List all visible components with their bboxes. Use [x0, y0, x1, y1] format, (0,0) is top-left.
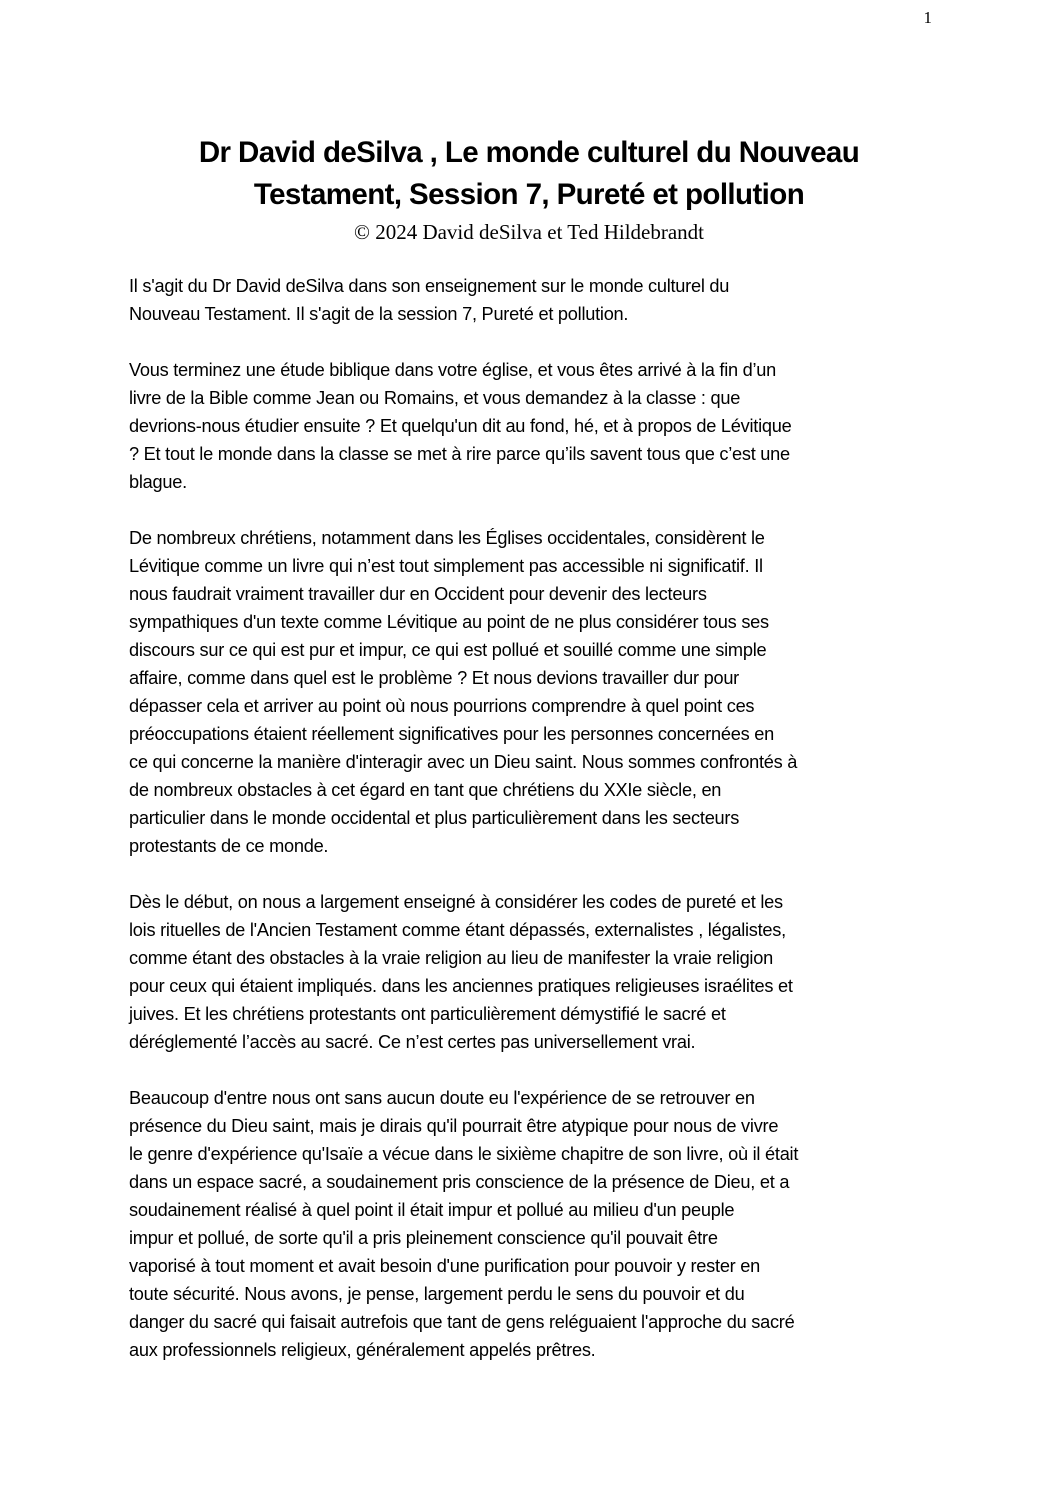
text-line: Il s'agit du Dr David deSilva dans son enseignement sur le monde culturel du [129, 276, 730, 296]
text-line: préoccupations étaient réellement significatives pour les personnes concernées en [129, 724, 774, 744]
text-line: dans un espace sacré, a soudainement pris conscience de la présence de Dieu, et a [129, 1172, 790, 1192]
text-line: aux professionnels religieux, généralement appelés prêtres. [129, 1340, 596, 1360]
title-line: Testament, Session 7, Pureté et pollution [253, 178, 805, 211]
text-line: ce qui concerne la manière d'interagir avec un Dieu saint. Nous sommes confrontés à [129, 752, 798, 772]
text-line: Nouveau Testament. Il s'agit de la session 7, Pureté et pollution. [129, 304, 629, 324]
paragraph-purity-codes [129, 888, 949, 1056]
text-line: livre de la Bible comme Jean ou Romains, et vous demandez à la classe : que [129, 388, 741, 408]
paragraph-leviticus [129, 524, 949, 860]
paragraph-bible-study [129, 356, 949, 496]
text-line: danger du sacré qui faisait autrefois que tant de gens reléguaient l'approche du sacré [129, 1312, 795, 1332]
text-line: nous faudrait vraiment travailler dur en Occident pour devenir des lecteurs [129, 584, 707, 604]
page-number: 1 [923, 8, 932, 27]
text-line: sympathiques d'un texte comme Lévitique au point de ne plus considérer tous ses [129, 612, 769, 632]
document-body [129, 272, 949, 1392]
text-line: Beaucoup d'entre nous ont sans aucun doute eu l'expérience de se retrouver en [129, 1088, 755, 1108]
text-line: pour ceux qui étaient impliqués. dans les anciennes pratiques religieuses israélites et [129, 976, 793, 996]
paragraph-intro [129, 272, 949, 328]
paragraph-isaiah [129, 1084, 949, 1364]
text-line: particulier dans le monde occidental et plus particulièrement dans les secteurs [129, 808, 740, 828]
text-line: blague. [129, 472, 187, 492]
text-line: affaire, comme dans quel est le problème ? Et nous devions travailler dur pour [129, 668, 739, 688]
document-title [0, 132, 1058, 216]
text-line: présence du Dieu saint, mais je dirais qu'il pourrait être atypique pour nous de vivre [129, 1116, 779, 1136]
text-line: De nombreux chrétiens, notamment dans les Églises occidentales, considèrent le [129, 528, 765, 548]
title-line: Dr David deSilva , Le monde culturel du Nouveau [198, 136, 860, 169]
text-line: le genre d'expérience qu'Isaïe a vécue dans le sixième chapitre de son livre, où il était [129, 1144, 799, 1164]
text-line: soudainement réalisé à quel point il était impur et pollué au milieu d'un peuple [129, 1200, 735, 1220]
text-line: de nombreux obstacles à cet égard en tant que chrétiens du XXIe siècle, en [129, 780, 722, 800]
text-line: Lévitique comme un livre qui n’est tout simplement pas accessible ni significatif. Il [129, 556, 763, 576]
text-line: toute sécurité. Nous avons, je pense, largement perdu le sens du pouvoir et du [129, 1284, 745, 1304]
text-line: ? Et tout le monde dans la classe se met à rire parce qu’ils savent tous que c’est une [129, 444, 790, 464]
text-line: vaporisé à tout moment et avait besoin d'une purification pour pouvoir y rester en [129, 1256, 761, 1276]
copyright-notice: © 2024 David deSilva et Ted Hildebrandt [353, 220, 705, 244]
text-line: dépasser cela et arriver au point où nous pourrions comprendre à quel point ces [129, 696, 755, 716]
text-line: comme étant des obstacles à la vraie religion au lieu de manifester la vraie religion [129, 948, 773, 968]
text-line: discours sur ce qui est pur et impur, ce qui est pollué et souillé comme une simple [129, 640, 767, 660]
text-line: impur et pollué, de sorte qu'il a pris pleinement conscience qu'il pouvait être [129, 1228, 718, 1248]
text-line: Dès le début, on nous a largement enseigné à considérer les codes de pureté et les [129, 892, 783, 912]
text-line: lois rituelles de l'Ancien Testament comme étant dépassés, externalistes , légalistes, [129, 920, 786, 940]
text-line: déréglementé l’accès au sacré. Ce n’est certes pas universellement vrai. [129, 1032, 696, 1052]
text-line: Vous terminez une étude biblique dans votre église, et vous êtes arrivé à la fin d’un [129, 360, 777, 380]
text-line: devrions-nous étudier ensuite ? Et quelqu'un dit au fond, hé, et à propos de Lévitique [129, 416, 792, 436]
text-line: protestants de ce monde. [129, 836, 329, 856]
text-line: juives. Et les chrétiens protestants ont particulièrement démystifié le sacré et [129, 1004, 726, 1024]
